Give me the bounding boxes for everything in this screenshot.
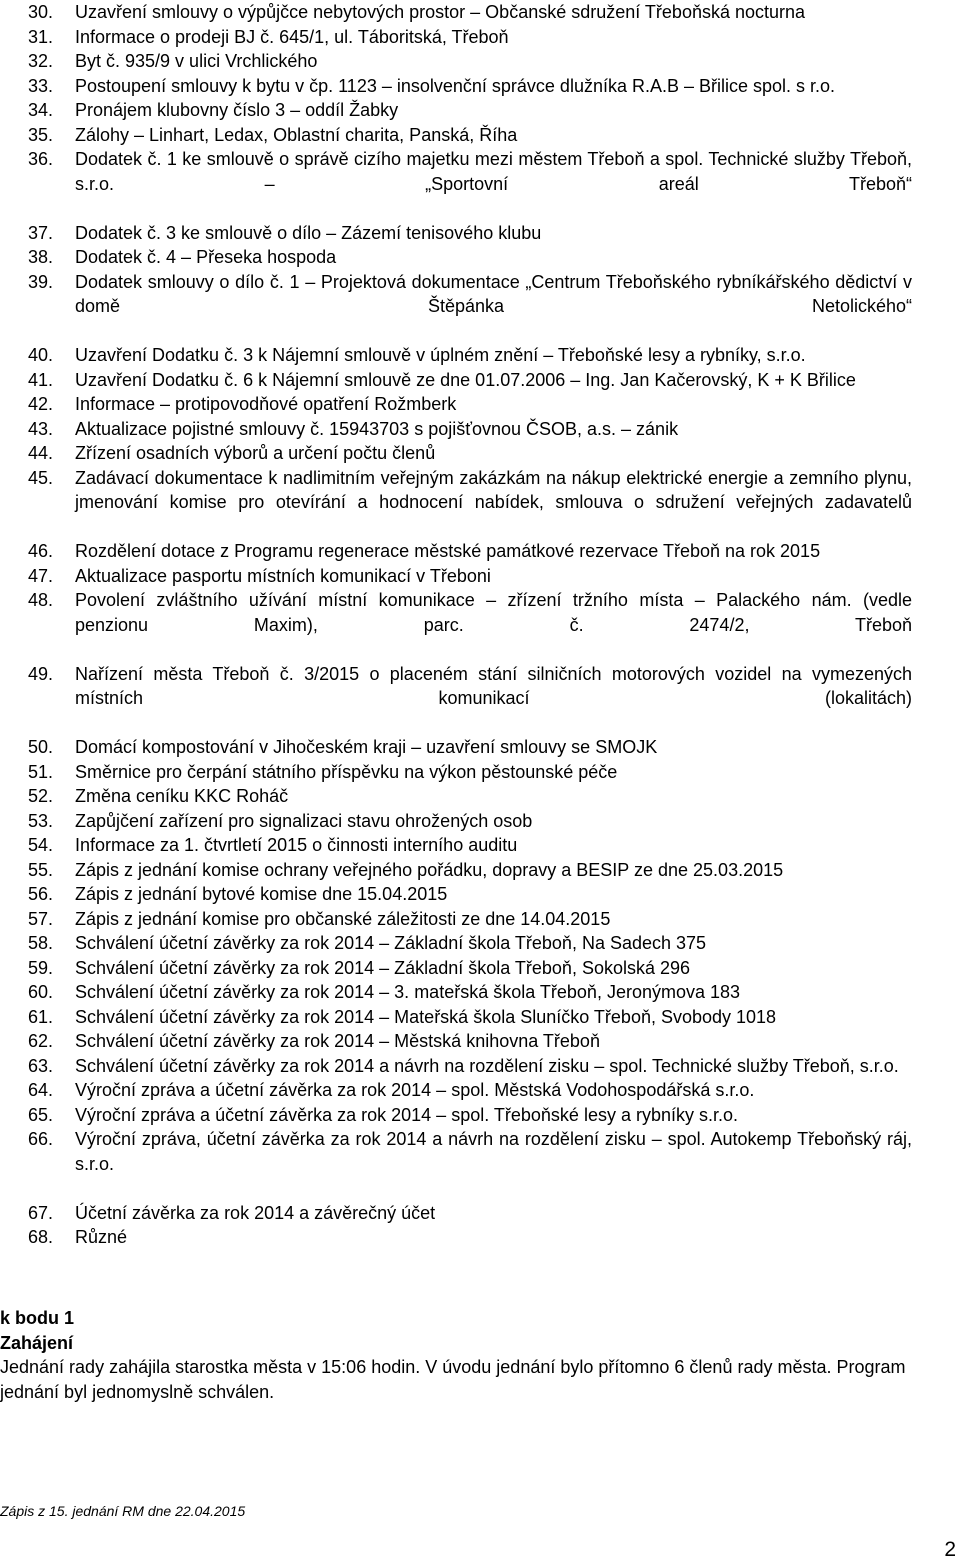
agenda-item <box>28 0 912 25</box>
section-heading: k bodu 1 <box>0 1308 75 1328</box>
agenda-item-text: Zadávací dokumentace k nadlimitním veřejným zakázkám na nákup elektrické energie a zemního plynu, jmenování komise pro otevírání a hodnocení nabídek, smlouva o sdružení veřejných zadavatelů <box>75 467 912 512</box>
agenda-item-text: Zápis z jednání komise pro občanské záležitosti ze dne 14.04.2015 <box>75 908 611 929</box>
agenda-item-text: Dodatek č. 4 – Přeseka hospoda <box>75 247 337 267</box>
agenda-item <box>28 833 912 858</box>
agenda-item-text: Výroční zpráva a účetní závěrka za rok 2014 – spol. Městská Vodohospodářská s.r.o. <box>75 1080 755 1100</box>
agenda-item-number: 47. <box>28 565 54 586</box>
agenda-item-text: Směrnice pro čerpání státního příspěvku na výkon pěstounské péče <box>75 761 618 782</box>
agenda-item <box>28 74 912 99</box>
agenda-item-text: Výroční zpráva, účetní závěrka za rok 2014 a návrh na rozdělení zisku – spol. Autokemp Třeboňský ráj, s.r.o. <box>75 1129 912 1174</box>
agenda-item-number: 35. <box>28 124 54 145</box>
section-bod-1 <box>0 1306 920 1404</box>
agenda-item-text: Uzavření Dodatku č. 6 k Nájemní smlouvě ze dne 01.07.2006 – Ing. Jan Kačerovský, K + K Břilice <box>75 369 856 390</box>
agenda-item-number: 39. <box>28 271 54 292</box>
agenda-item-number: 54. <box>28 835 54 855</box>
agenda-item-text: Dodatek č. 1 ke smlouvě o správě cizího majetku mezi městem Třeboň a spol. Technické služby Třeboň, s.r.o. – „Sportovní areál Třeboň“ <box>75 149 912 194</box>
agenda-item-text: Informace za 1. čtvrtletí 2015 o činnosti interního auditu <box>75 835 518 855</box>
agenda-item-text: Uzavření smlouvy o výpůjčce nebytových prostor – Občanské sdružení Třeboňská nocturna <box>75 2 806 22</box>
agenda-item-text: Schválení účetní závěrky za rok 2014 – Základní škola Třeboň, Na Sadech 375 <box>75 933 707 953</box>
agenda-item-number: 33. <box>28 75 54 96</box>
agenda-item <box>28 809 912 834</box>
agenda-item-text: Domácí kompostování v Jihočeském kraji – uzavření smlouvy se SMOJK <box>75 737 658 757</box>
agenda-item <box>28 931 912 956</box>
agenda-item-number: 65. <box>28 1104 54 1125</box>
agenda-item <box>28 882 912 907</box>
agenda-item-text: Nařízení města Třeboň č. 3/2015 o placeném stání silničních motorových vozidel na vymezených místních komunikací (lokalitách) <box>75 663 912 708</box>
agenda-item <box>28 1029 912 1054</box>
agenda-item-number: 53. <box>28 810 54 831</box>
agenda-item <box>28 735 912 760</box>
agenda-item-text: Schválení účetní závěrky za rok 2014 – 3. mateřská škola Třeboň, Jeronýmova 183 <box>75 982 741 1002</box>
agenda-item <box>28 221 912 246</box>
agenda-item-text: Postoupení smlouvy k bytu v čp. 1123 – insolvenční správce dlužníka R.A.B – Břilice spol. s r.o. <box>75 75 836 96</box>
agenda-item-text: Schválení účetní závěrky za rok 2014 a návrh na rozdělení zisku – spol. Technické služby Třeboň, s.r.o. <box>75 1055 899 1076</box>
agenda-item-text: Zápis z jednání komise ochrany veřejného pořádku, dopravy a BESIP ze dne 25.03.2015 <box>75 859 784 880</box>
agenda-item-number: 52. <box>28 786 54 806</box>
agenda-item <box>28 270 912 344</box>
agenda-item-number: 57. <box>28 908 54 929</box>
agenda-item <box>28 25 912 50</box>
agenda-item-number: 30. <box>28 2 54 22</box>
agenda-item-text: Zapůjčení zařízení pro signalizaci stavu ohrožených osob <box>75 810 533 831</box>
page-number: 2 <box>944 1538 956 1561</box>
agenda-item-number: 51. <box>28 761 54 782</box>
agenda-item-number: 43. <box>28 418 54 439</box>
section-paragraph: Jednání rady zahájila starostka města v 15:06 hodin. V úvodu jednání bylo přítomno 6 členů rady města. Program jednání byl jednomyslně schválen. <box>0 1357 906 1402</box>
agenda-item <box>28 417 912 442</box>
agenda-item-text: Zřízení osadních výborů a určení počtu členů <box>75 443 436 463</box>
agenda-item-text: Povolení zvláštního užívání místní komunikace – zřízení tržního místa – Palackého nám. (vedle penzionu Maxim), parc. č. 2474/2, Třeboň <box>75 590 912 635</box>
agenda-item <box>28 98 912 123</box>
agenda-item <box>28 539 912 564</box>
agenda-item <box>28 858 912 883</box>
agenda-item-text: Účetní závěrka za rok 2014 a závěrečný účet <box>75 1202 436 1223</box>
agenda-item-text: Schválení účetní závěrky za rok 2014 – Městská knihovna Třeboň <box>75 1031 600 1051</box>
agenda-item-number: 63. <box>28 1055 54 1076</box>
agenda-item-number: 38. <box>28 247 54 267</box>
agenda-item-text: Rozdělení dotace z Programu regenerace městské památkové rezervace Třeboň na rok 2015 <box>75 541 821 561</box>
agenda-item-text: Aktualizace pasportu místních komunikací v Třeboni <box>75 565 491 586</box>
agenda-item-text: Byt č. 935/9 v ulici Vrchlického <box>75 51 318 71</box>
agenda-item <box>28 564 912 589</box>
agenda-item-number: 42. <box>28 394 54 414</box>
agenda-item <box>28 147 912 221</box>
agenda-item <box>28 441 912 466</box>
agenda-item <box>28 760 912 785</box>
agenda-item-number: 64. <box>28 1080 54 1100</box>
agenda-item <box>28 123 912 148</box>
agenda-item-text: Zápis z jednání bytové komise dne 15.04.2015 <box>75 884 448 904</box>
agenda-item-text: Dodatek smlouvy o dílo č. 1 – Projektová dokumentace „Centrum Třeboňského rybníkářského dědictví v domě Štěpánka Netolického“ <box>75 271 912 316</box>
agenda-item <box>28 245 912 270</box>
agenda-item-number: 67. <box>28 1202 54 1223</box>
section-subheading: Zahájení <box>0 1332 74 1353</box>
agenda-item <box>28 1054 912 1079</box>
agenda-item-number: 37. <box>28 222 54 243</box>
agenda-item-text: Aktualizace pojistné smlouvy č. 15943703 s pojišťovnou ČSOB, a.s. – zánik <box>75 418 679 439</box>
agenda-item-number: 50. <box>28 737 54 757</box>
agenda-item <box>28 1103 912 1128</box>
agenda-item <box>28 956 912 981</box>
agenda-item <box>28 343 912 368</box>
agenda-item <box>28 1078 912 1103</box>
agenda-item <box>28 1127 912 1201</box>
agenda-item-number: 34. <box>28 100 54 120</box>
agenda-item-number: 40. <box>28 345 54 365</box>
agenda-item-number: 44. <box>28 443 54 463</box>
agenda-item-text: Schválení účetní závěrky za rok 2014 – Mateřská škola Sluníčko Třeboň, Svobody 1018 <box>75 1006 777 1027</box>
agenda-item-text: Pronájem klubovny číslo 3 – oddíl Žabky <box>75 100 399 120</box>
agenda-item-text: Uzavření Dodatku č. 3 k Nájemní smlouvě v úplném znění – Třeboňské lesy a rybníky, s.r.o. <box>75 345 806 365</box>
agenda-item-text: Výroční zpráva a účetní závěrka za rok 2014 – spol. Třeboňské lesy a rybníky s.r.o. <box>75 1104 738 1125</box>
agenda-item <box>28 662 912 736</box>
agenda-item-text: Informace – protipovodňové opatření Rožmberk <box>75 394 457 414</box>
agenda-item-text: Různé <box>75 1227 128 1247</box>
agenda-item-number: 62. <box>28 1031 54 1051</box>
agenda-item-number: 68. <box>28 1227 54 1247</box>
agenda-item-number: 60. <box>28 982 54 1002</box>
agenda-item-number: 36. <box>28 149 54 169</box>
agenda-item <box>28 466 912 540</box>
agenda-item-number: 55. <box>28 859 54 880</box>
agenda-item-number: 46. <box>28 541 54 561</box>
agenda-item <box>28 392 912 417</box>
agenda-item-number: 41. <box>28 369 54 390</box>
agenda-item <box>28 907 912 932</box>
agenda-item-text: Změna ceníku KKC Roháč <box>75 786 289 806</box>
agenda-item-number: 61. <box>28 1006 54 1027</box>
agenda-item <box>28 49 912 74</box>
page-footer: Zápis z 15. jednání RM dne 22.04.2015 <box>0 1503 246 1519</box>
agenda-item-number: 59. <box>28 957 54 978</box>
agenda-item <box>28 588 912 662</box>
agenda-item-text: Schválení účetní závěrky za rok 2014 – Základní škola Třeboň, Sokolská 296 <box>75 957 691 978</box>
agenda-item-number: 45. <box>28 467 54 488</box>
agenda-item <box>28 1005 912 1030</box>
agenda-item-number: 31. <box>28 26 54 47</box>
agenda-list <box>28 0 912 1250</box>
agenda-item-text: Informace o prodeji BJ č. 645/1, ul. Táboritská, Třeboň <box>75 26 509 47</box>
agenda-item <box>28 1201 912 1226</box>
agenda-item <box>28 980 912 1005</box>
agenda-item <box>28 784 912 809</box>
agenda-item-text: Dodatek č. 3 ke smlouvě o dílo – Zázemí tenisového klubu <box>75 222 542 243</box>
agenda-item-number: 56. <box>28 884 54 904</box>
agenda-item-text: Zálohy – Linhart, Ledax, Oblastní charita, Panská, Říha <box>75 124 518 145</box>
agenda-item-number: 66. <box>28 1129 54 1149</box>
agenda-item-number: 48. <box>28 590 54 610</box>
agenda-item <box>28 368 912 393</box>
agenda-item-number: 32. <box>28 51 54 71</box>
agenda-item-number: 58. <box>28 933 54 953</box>
agenda-item <box>28 1225 912 1250</box>
agenda-item-number: 49. <box>28 663 54 684</box>
